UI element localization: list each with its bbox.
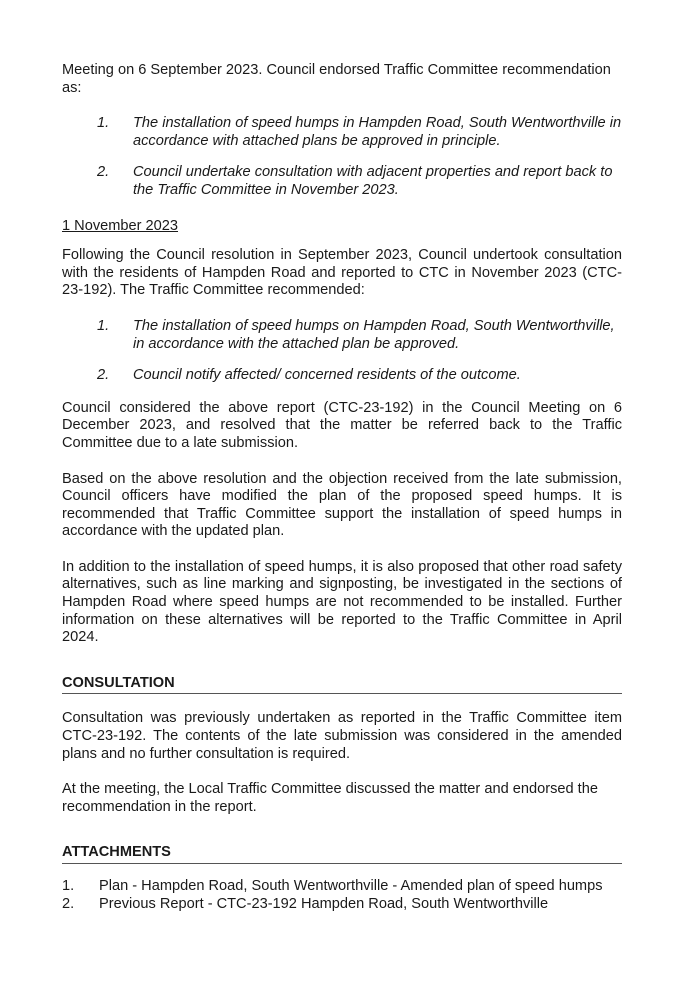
recommendation-text: The installation of speed humps on Hampden Road, South Wentworthville, in accordance with the attached plan be approved.	[133, 317, 615, 352]
recommendation-number: 1.	[97, 115, 110, 132]
attachment-number: 1.	[62, 878, 75, 894]
document-page	[62, 62, 622, 913]
recommendation-number: 2.	[97, 367, 110, 384]
consultation-heading: CONSULTATION	[62, 675, 622, 695]
recommendation-text: The installation of speed humps in Hampden Road, South Wentworthville in accordance with attached plans be approved in principle.	[133, 115, 622, 149]
recommendation-number: 1.	[97, 317, 110, 334]
intro-paragraph: Meeting on 6 September 2023. Council endorsed Traffic Committee recommendation as:	[62, 62, 611, 96]
november-paragraph: Following the Council resolution in September 2023, Council undertook consultation with the residents of Hampden Road and reported to CTC in November 2023 (CTC-23-192). The Traffic Committee recommended:	[62, 247, 622, 299]
september-recommendation-1	[62, 115, 622, 150]
attachment-number: 2.	[62, 895, 75, 912]
consultation-paragraph-2: At the meeting, the Local Traffic Committee discussed the matter and endorsed the recommendation in the report.	[62, 781, 598, 815]
recommendation-text: Council notify affected/ concerned residents of the outcome.	[133, 367, 521, 384]
attachment-text: Previous Report - CTC-23-192 Hampden Road, South Wentworthville	[99, 895, 549, 912]
attachment-item-2	[62, 896, 622, 914]
modified-plan-paragraph: Based on the above resolution and the objection received from the late submission, Council officers have modified the plan of the proposed speed humps. It is recommended that Traffic Committee support the installation of speed humps in accordance with the updated plan.	[62, 470, 622, 540]
alternatives-paragraph: In addition to the installation of speed humps, it is also proposed that other road safety alternatives, such as line marking and signposting, be investigated in the sections of Hampden Road where speed humps are not recommended to be installed. Further information on these alternatives will be reported to the Traffic Committee in April 2024.	[62, 558, 622, 646]
consultation-paragraph-1: Consultation was previously undertaken as reported in the Traffic Committee item CTC-23-192. The contents of the late submission was considered in the amended plans and no further consultation is required.	[62, 710, 622, 762]
november-recommendation-2	[62, 367, 622, 385]
september-recommendation-2	[62, 164, 622, 199]
november-date-heading: 1 November 2023	[62, 217, 179, 234]
attachment-item-1	[62, 878, 622, 896]
december-paragraph: Council considered the above report (CTC-23-192) in the Council Meeting on 6 December 2023, and resolved that the matter be referred back to the Traffic Committee due to a late submission.	[62, 399, 622, 451]
attachments-heading: ATTACHMENTS	[62, 844, 622, 864]
recommendation-number: 2.	[97, 164, 110, 181]
recommendation-text: Council undertake consultation with adjacent properties and report back to the Traffic Committee in November 2023.	[133, 164, 613, 198]
attachment-text: Plan - Hampden Road, South Wentworthville - Amended plan of speed humps	[99, 878, 603, 894]
november-recommendation-1	[62, 318, 622, 353]
